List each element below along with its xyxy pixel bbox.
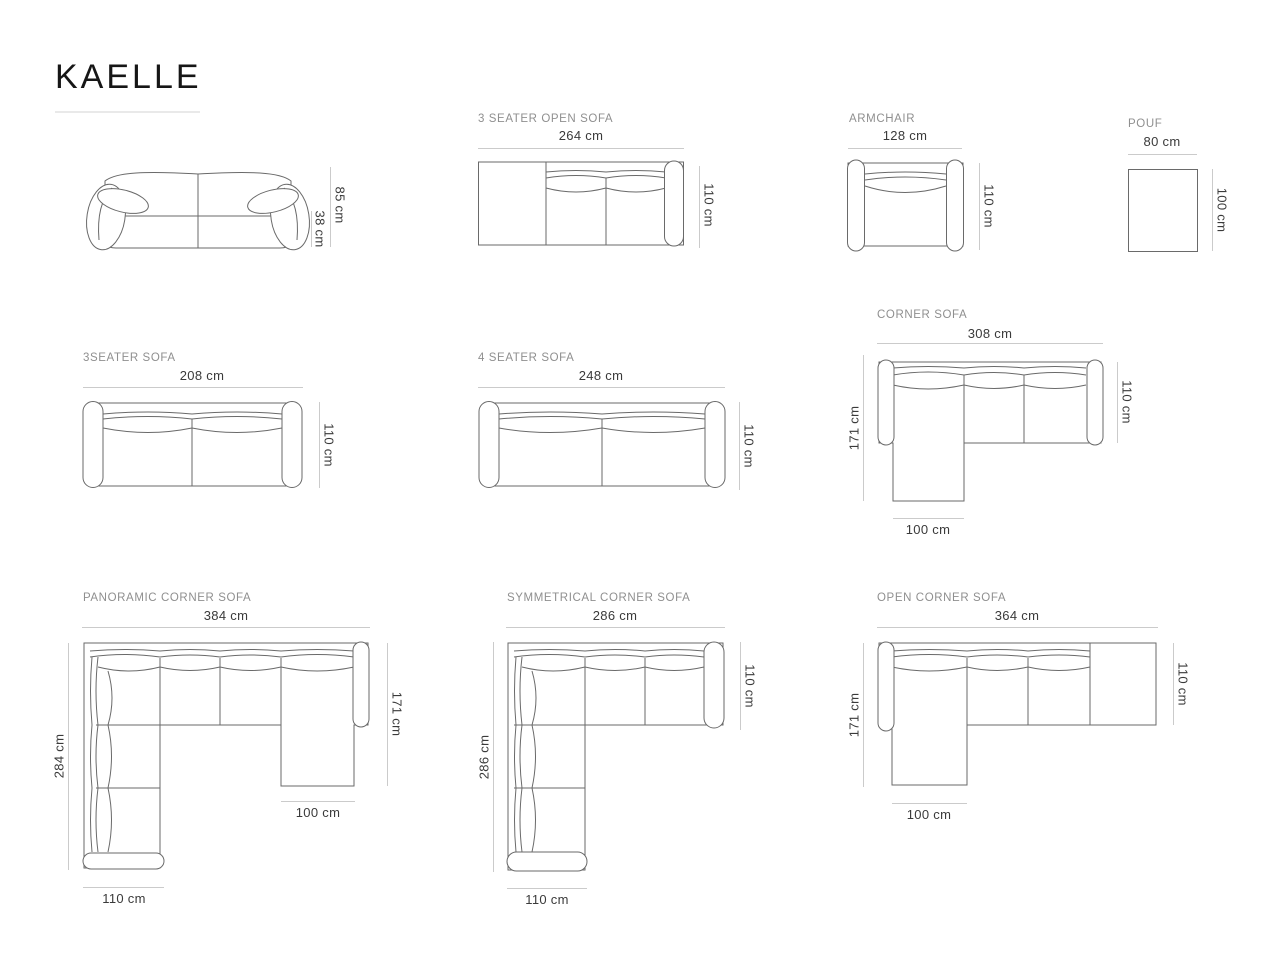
side-view-height-dim-line (330, 167, 331, 247)
symmetrical-side-left-label: 286 cm (476, 734, 492, 780)
armrest-right (665, 161, 684, 246)
armrest-right (704, 642, 724, 728)
open-corner-depth-label: 110 cm (1175, 662, 1191, 706)
four-seater-width-label: 248 cm (578, 368, 624, 383)
symmetrical-width-label: 286 cm (592, 608, 638, 623)
pouf-body (1129, 170, 1198, 252)
armrest-left (83, 402, 103, 488)
corner-depth-line (1117, 362, 1118, 443)
sofa-body (848, 163, 963, 246)
symmetrical-label: SYMMETRICAL CORNER SOFA (507, 592, 691, 604)
symmetrical-side-left-line (493, 642, 494, 872)
pouf-width-line (1128, 154, 1197, 155)
open-corner-width-label: 364 cm (994, 608, 1040, 623)
three-seater-open-depth-line (699, 166, 700, 248)
pouf-drawing (1128, 169, 1198, 252)
open-corner-label: OPEN CORNER SOFA (877, 592, 1007, 604)
sofa-body (479, 162, 684, 245)
armrest-right (282, 402, 302, 488)
open-corner-chaise-label: 100 cm (906, 807, 952, 822)
three-seater-open-depth-label: 110 cm (701, 183, 717, 227)
panoramic-chaise-line (281, 801, 355, 802)
pouf-label: POUF (1128, 118, 1163, 130)
corner-side-line (863, 355, 864, 501)
open-corner-side-label: 171 cm (846, 692, 862, 738)
panoramic-side-right-label: 171 cm (389, 691, 405, 737)
side-view-height-dim-label: 85 cm (332, 186, 348, 224)
corner-chaise-line (893, 518, 964, 519)
armchair-depth-line (979, 163, 980, 250)
four-seater-width-line (478, 387, 725, 388)
pouf-depth-label: 100 cm (1214, 187, 1230, 233)
panoramic-width-label: 384 cm (203, 608, 249, 623)
armchair-depth-label: 110 cm (981, 184, 997, 228)
symmetrical-depth-line (740, 642, 741, 730)
open-corner-chaise-line (892, 803, 967, 804)
symmetrical-drawing (506, 641, 727, 873)
panoramic-width-line (82, 627, 370, 628)
pouf-depth-line (1212, 169, 1213, 251)
three-seater-label: 3SEATER SOFA (83, 352, 176, 364)
four-seater-depth-line (739, 402, 740, 490)
four-seater-drawing (478, 400, 726, 489)
sofa-outline (84, 643, 368, 868)
brand-title: KAELLE (55, 58, 202, 96)
three-seater-open-drawing (478, 160, 685, 248)
panoramic-front-line (83, 887, 164, 888)
sofa-outline (879, 643, 1156, 785)
panoramic-side-left-label: 284 cm (51, 733, 67, 779)
three-seater-width-line (83, 387, 303, 388)
three-seater-open-width-label: 264 cm (558, 128, 604, 143)
panoramic-chaise-label: 100 cm (295, 805, 341, 820)
three-seater-depth-line (319, 402, 320, 488)
four-seater-depth-label: 110 cm (741, 424, 757, 468)
panoramic-label: PANORAMIC CORNER SOFA (83, 592, 252, 604)
armchair-width-line (848, 148, 962, 149)
armchair-width-label: 128 cm (882, 128, 928, 143)
three-seater-depth-label: 110 cm (321, 423, 337, 467)
corner-width-line (877, 343, 1103, 344)
panoramic-drawing (82, 641, 371, 871)
corner-side-label: 171 cm (846, 405, 862, 451)
panoramic-side-left-line (68, 643, 69, 870)
armrest-bottom (507, 852, 587, 871)
symmetrical-front-line (507, 888, 587, 889)
three-seater-open-label: 3 SEATER OPEN SOFA (478, 113, 614, 125)
open-corner-width-line (877, 627, 1158, 628)
corner-chaise-label: 100 cm (905, 522, 951, 537)
sofa-outline (508, 643, 723, 870)
corner-label: CORNER SOFA (877, 309, 968, 321)
symmetrical-front-label: 110 cm (525, 892, 569, 907)
armrest-left (878, 360, 894, 445)
open-corner-depth-line (1173, 643, 1174, 725)
symmetrical-depth-label: 110 cm (742, 664, 758, 708)
armrest-left (479, 402, 499, 488)
armrest-right (1087, 360, 1103, 445)
side-view-sofa-drawing (84, 160, 316, 252)
armrest-right (947, 160, 964, 251)
three-seater-width-label: 208 cm (179, 368, 225, 383)
corner-width-label: 308 cm (967, 326, 1013, 341)
panoramic-side-right-line (387, 643, 388, 786)
armrest-left (848, 160, 865, 251)
sofa-outline (879, 362, 1101, 501)
armchair-drawing (846, 159, 965, 253)
three-seater-drawing (82, 400, 304, 489)
panoramic-front-label: 110 cm (102, 891, 146, 906)
corner-drawing (877, 355, 1104, 502)
brand-underline (55, 111, 200, 113)
three-seater-open-width-line (478, 148, 684, 149)
armrest-right (705, 402, 725, 488)
side-view-seat-height-dim-label: 38 cm (312, 210, 328, 248)
armrest-bottom (83, 853, 164, 869)
corner-depth-label: 110 cm (1119, 380, 1135, 424)
armrest-left (878, 642, 894, 731)
pouf-width-label: 80 cm (1143, 134, 1181, 149)
open-corner-drawing (877, 641, 1159, 788)
open-corner-side-line (863, 643, 864, 787)
armchair-label: ARMCHAIR (849, 113, 916, 125)
four-seater-label: 4 SEATER SOFA (478, 352, 575, 364)
symmetrical-width-line (506, 627, 725, 628)
armrest-right (353, 642, 369, 727)
